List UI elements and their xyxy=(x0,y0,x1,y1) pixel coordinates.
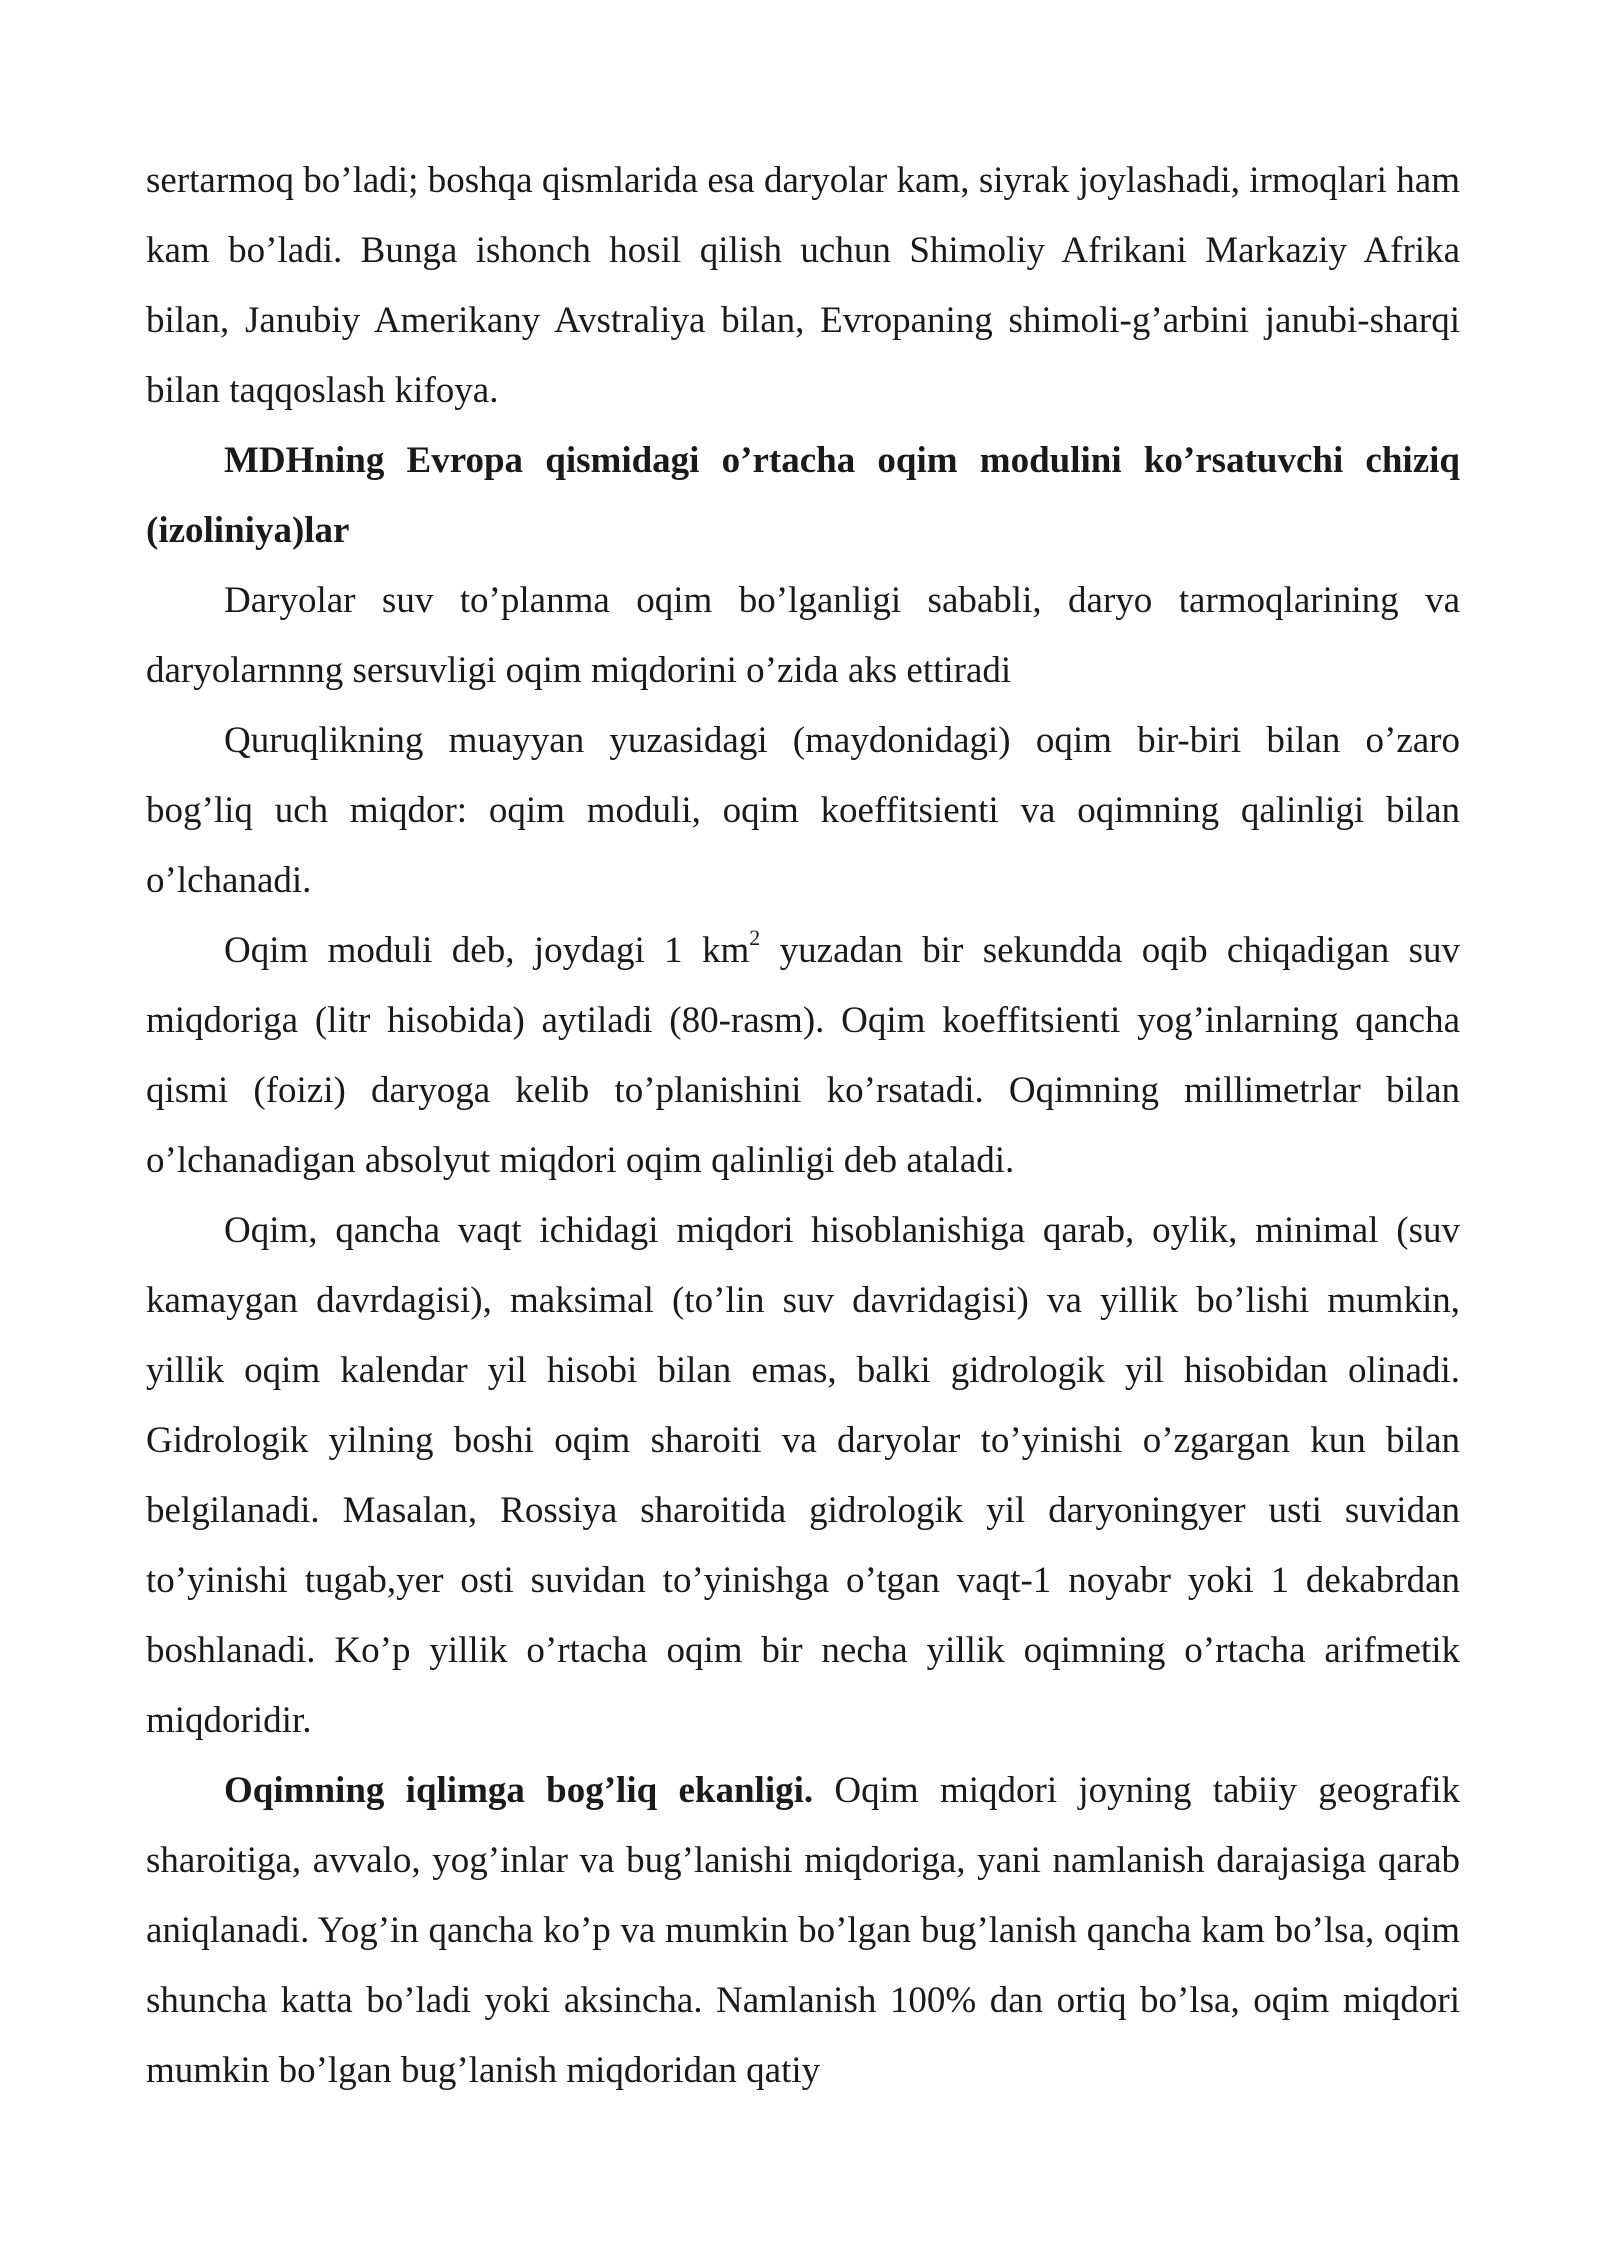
superscript-two: 2 xyxy=(749,924,761,950)
climate-dependence-heading: Oqimning iqlimga bog’liq ekanligi. xyxy=(224,1770,814,1811)
runoff-module-text-end: yuzadan bir sekundda oqib chiqadigan suv miqdoriga (litr hisobida) aytiladi (80-rasm). Oqim koeffitsienti yog’inlarning qancha qismi (foizi) daryoga kelib to’planishini ko’rsatadi. Oqimning millimetrlar bilan o’lchanadigan absolyut miqdori oqim qalinligi deb ataladi. xyxy=(146,930,1460,1181)
paragraph-climate-dependence xyxy=(146,1756,1460,2106)
paragraph-continuation: sertarmoq bo’ladi; boshqa qismlarida esa daryolar kam, siyrak joylashadi, irmoqlari ham kam bo’ladi. Bunga ishonch hosil qilish uchun Shimoliy Afrikani Markaziy Afrika bilan, Janubiy Amerikany Avstraliya bilan, Evropaning shimoli-g’arbini janubi-sharqi bilan taqqoslash kifoya. xyxy=(146,160,1460,411)
document-page xyxy=(146,146,1460,2106)
climate-dependence-text: Oqim miqdori joyning tabiiy geografik sharoitiga, avvalo, yog’inlar va bug’lanishi miqdoriga, yani namlanish darajasiga qarab aniqlanadi. Yog’in qancha ko’p va mumkin bo’lgan bug’lanish qancha kam bo’lsa, oqim shuncha katta bo’ladi yoki aksincha. Namlanish 100% dan ortiq bo’lsa, oqim miqdori mumkin bo’lgan bug’lanish miqdoridan qatiy xyxy=(146,1770,1460,2091)
section-heading: MDHning Evropa qismidagi o’rtacha oqim modulini ko’rsatuvchi chiziq (izoliniya)lar xyxy=(146,440,1460,551)
paragraph-runoff-measures: Quruqlikning muayyan yuzasidagi (maydonidagi) oqim bir-biri bilan o’zaro bog’liq uch miqdor: oqim moduli, oqim koeffitsienti va oqimning qalinligi bilan o’lchanadi. xyxy=(146,720,1460,901)
paragraph-river-network: Daryolar suv to’planma oqim bo’lganligi sababli, daryo tarmoqlarining va daryolarnnng sersuvligi oqim miqdorini o’zida aks ettiradi xyxy=(146,580,1460,691)
paragraph-hydrological-year: Oqim, qancha vaqt ichidagi miqdori hisoblanishiga qarab, oylik, minimal (suv kamaygan davrdagisi), maksimal (to’lin suv davridagisi) va yillik bo’lishi mumkin, yillik oqim kalendar yil hisobi bilan emas, balki gidrologik yil hisobidan olinadi. Gidrologik yilning boshi oqim sharoiti va daryolar to’yinishi o’zgargan kun bilan belgilanadi. Masalan, Rossiya sharoitida gidrologik yil daryoningyer usti suvidan to’yinishi tugab,yer osti suvidan to’yinishga o’tgan vaqt-1 noyabr yoki 1 dekabrdan boshlanadi. Ko’p yillik o’rtacha oqim bir necha yillik oqimning o’rtacha arifmetik miqdoridir. xyxy=(146,1210,1460,1741)
paragraph-runoff-module xyxy=(146,916,1460,1196)
runoff-module-text-start: Oqim moduli deb, joydagi 1 km xyxy=(224,930,750,971)
